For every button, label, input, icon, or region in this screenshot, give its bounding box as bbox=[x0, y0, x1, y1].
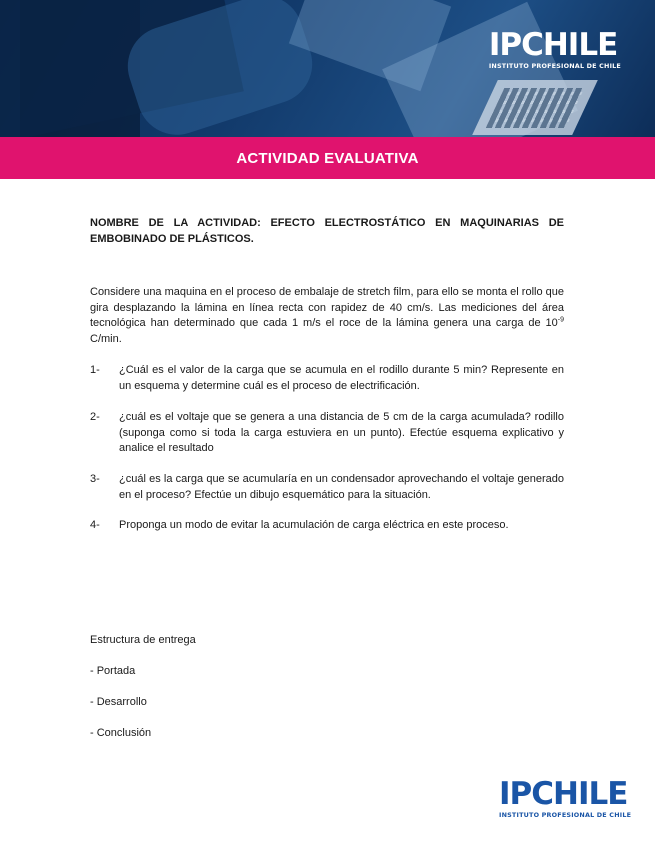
header-logo-subtitle: INSTITUTO PROFESIONAL DE CHILE bbox=[488, 62, 621, 70]
question-item bbox=[90, 410, 564, 457]
header-photo bbox=[0, 0, 655, 137]
question-number: 2- bbox=[90, 411, 100, 423]
delivery-structure bbox=[90, 634, 196, 758]
intro-unit: C/min. bbox=[90, 332, 122, 345]
banner-title: ACTIVIDAD EVALUATIVA bbox=[236, 149, 419, 167]
question-item bbox=[90, 472, 564, 503]
header-logo-brand: IPCHILE bbox=[488, 27, 618, 63]
question-text: Proponga un modo de evitar la acumulación de carga eléctrica en este proceso. bbox=[119, 519, 509, 531]
question-text: ¿cuál es la carga que se acumularía en un condensador aprovechando el voltaje generado en el proceso? Efectúe un dibujo esquemático para la situación. bbox=[119, 473, 564, 501]
question-number: 4- bbox=[90, 519, 100, 531]
title-banner bbox=[0, 137, 655, 179]
question-item bbox=[90, 518, 564, 534]
structure-item: - Conclusión bbox=[90, 727, 152, 739]
question-item bbox=[90, 363, 564, 394]
question-number: 1- bbox=[90, 364, 100, 376]
header-logo bbox=[488, 27, 621, 70]
activity-title: NOMBRE DE LA ACTIVIDAD: EFECTO ELECTROSTÁTICO EN MAQUINARIAS DE EMBOBINADO DE PLÁSTICOS. bbox=[90, 217, 564, 245]
intro-text: Considere una maquina en el proceso de embalaje de stretch film, para ello se monta el rollo que gira desplazando la lámina en línea recta con rapidez de 40 cm/s. Las mediciones del área tecnológica han determinado que cada 1 m/s el roce de la lámina genera una carga de 10 bbox=[90, 286, 564, 329]
question-text: ¿Cuál es el valor de la carga que se acumula en el rodillo durante 5 min? Represente en un esquema y determine cuál es el proceso de electrificación. bbox=[119, 364, 564, 392]
footer-logo-brand: IPCHILE bbox=[499, 776, 628, 812]
intro-exponent: -9 bbox=[557, 316, 564, 324]
question-text: ¿cuál es el voltaje que se genera a una distancia de 5 cm de la carga acumulada? rodillo (suponga como si toda la carga estuviera en un punto). Efectúe esquema explicativo y analice el resultado bbox=[119, 411, 564, 454]
structure-title: Estructura de entrega bbox=[90, 634, 196, 646]
structure-item: - Portada bbox=[90, 665, 136, 677]
intro-paragraph bbox=[90, 285, 564, 347]
structure-item: - Desarrollo bbox=[90, 696, 147, 708]
footer-logo-subtitle: INSTITUTO PROFESIONAL DE CHILE bbox=[499, 811, 632, 819]
footer-logo bbox=[499, 776, 632, 819]
question-number: 3- bbox=[90, 473, 100, 485]
